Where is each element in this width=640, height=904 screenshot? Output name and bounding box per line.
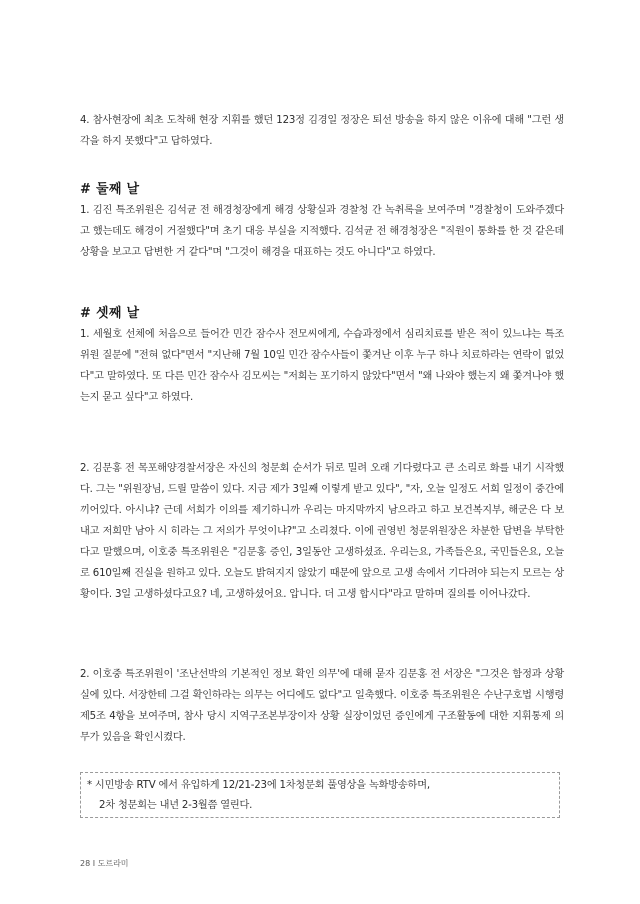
paragraph-day-two-item-1: 1. 김진 특조위원은 김석균 전 해경청장에게 해경 상황실과 경찰청 간 녹취록을 보여주며 "경찰청이 도와주겠다고 했는데도 해경이 거절했다"며 초기 대응 부실을 지적했다. 김석균 전 해경청장은 "직원이 통화를 한 것 같은데 상황을 보고고 답변한 거 같다"며 "그것이 해경을 대표하는 것도 아니다"고 하였다. bbox=[80, 205, 564, 258]
paragraph-day-three-item-3: 2. 이호중 특조위원이 '조난선박의 기본적인 정보 확인 의무'에 대해 묻자 김문홍 전 서장은 "그것은 함정과 상황실에 있다. 서장한테 그걸 확인하라는 의무는 어디에도 없다"고 일축했다. 이호중 특조위원은 수난구호법 시행령 제5조 4항을 보여주며, 참사 당시 지역구조본부장이자 상황 실장이었던 증인에게 구조활동에 대한 지휘통제 의무가 있음을 확인시켰다. bbox=[80, 669, 564, 743]
broadcast-note-box bbox=[80, 772, 560, 818]
section-heading-day-two: # 둘째 날 bbox=[80, 182, 140, 197]
paragraph-day-three-item-1: 1. 세월호 선체에 처음으로 들어간 민간 잠수사 전모씨에게, 수습과정에서 심리치료를 받은 적이 있느냐는 특조위원 질문에 "전혀 없다"면서 "지난해 7월 10일 민간 잠수사들이 쫓겨난 이후 누구 하나 치료하라는 연락이 없었다"고 말하였다. 또 다른 민간 잠수사 김모씨는 "저희는 포기하지 않았다"면서 "왜 나와야 했는지 왜 쫓겨나야 했는지 묻고 싶다"고 하였다. bbox=[80, 329, 564, 403]
page-footer: 28 I 도르라미 bbox=[80, 859, 129, 868]
document-page bbox=[80, 0, 564, 904]
paragraph-item-4: 4. 참사현장에 최초 도착해 현장 지휘를 했던 123정 김경일 정장은 퇴선 방송을 하지 않은 이유에 대해 "그런 생각을 하지 못했다"고 답하였다. bbox=[80, 115, 564, 147]
section-heading-day-three: # 셋째 날 bbox=[80, 306, 140, 321]
note-line-1: * 시민방송 RTV 에서 유입하게 12/21-23에 1차청문회 풀영상을 녹화방송하며, bbox=[87, 780, 430, 791]
note-line-2: 2차 청문회는 내년 2-3월쯤 열린다. bbox=[99, 800, 253, 811]
paragraph-day-three-item-2: 2. 김문홍 전 목포해양경찰서장은 자신의 청문회 순서가 뒤로 밀려 오래 기다렸다고 큰 소리로 화를 내기 시작했다. 그는 "위원장님, 드릴 말씀이 있다. 지금 제가 3일째 이렇게 받고 있다", "자, 오늘 일정도 서희 일정이 중간에 끼어있다. 아시냐? 근데 서희가 이의를 제기하니까 우리는 마지막까지 남으라고 하고 보건복지부, 해군은 다 보내고 저희만 남아 시 히라는 그 저의가 무엇이냐?"고 소리쳤다. 이에 권영빈 청문위원장은 차분한 답변을 부탁한다고 말했으며, 이호중 특조위원은 "김문홍 증인, 3일동안 고생하셨죠. 우리는요, 가족들은요, 국민들은요, 오늘로 610일째 진실을 원하고 있다. 오늘도 밝혀지지 않았기 때문에 앞으로 고생 속에서 기다려야 되는지 모르는 상황이다. 3일 고생하셨다고요? 네, 고생하셨어요. 압니다. 더 고생 합시다"라고 말하며 질의를 이어나갔다. bbox=[80, 463, 564, 600]
